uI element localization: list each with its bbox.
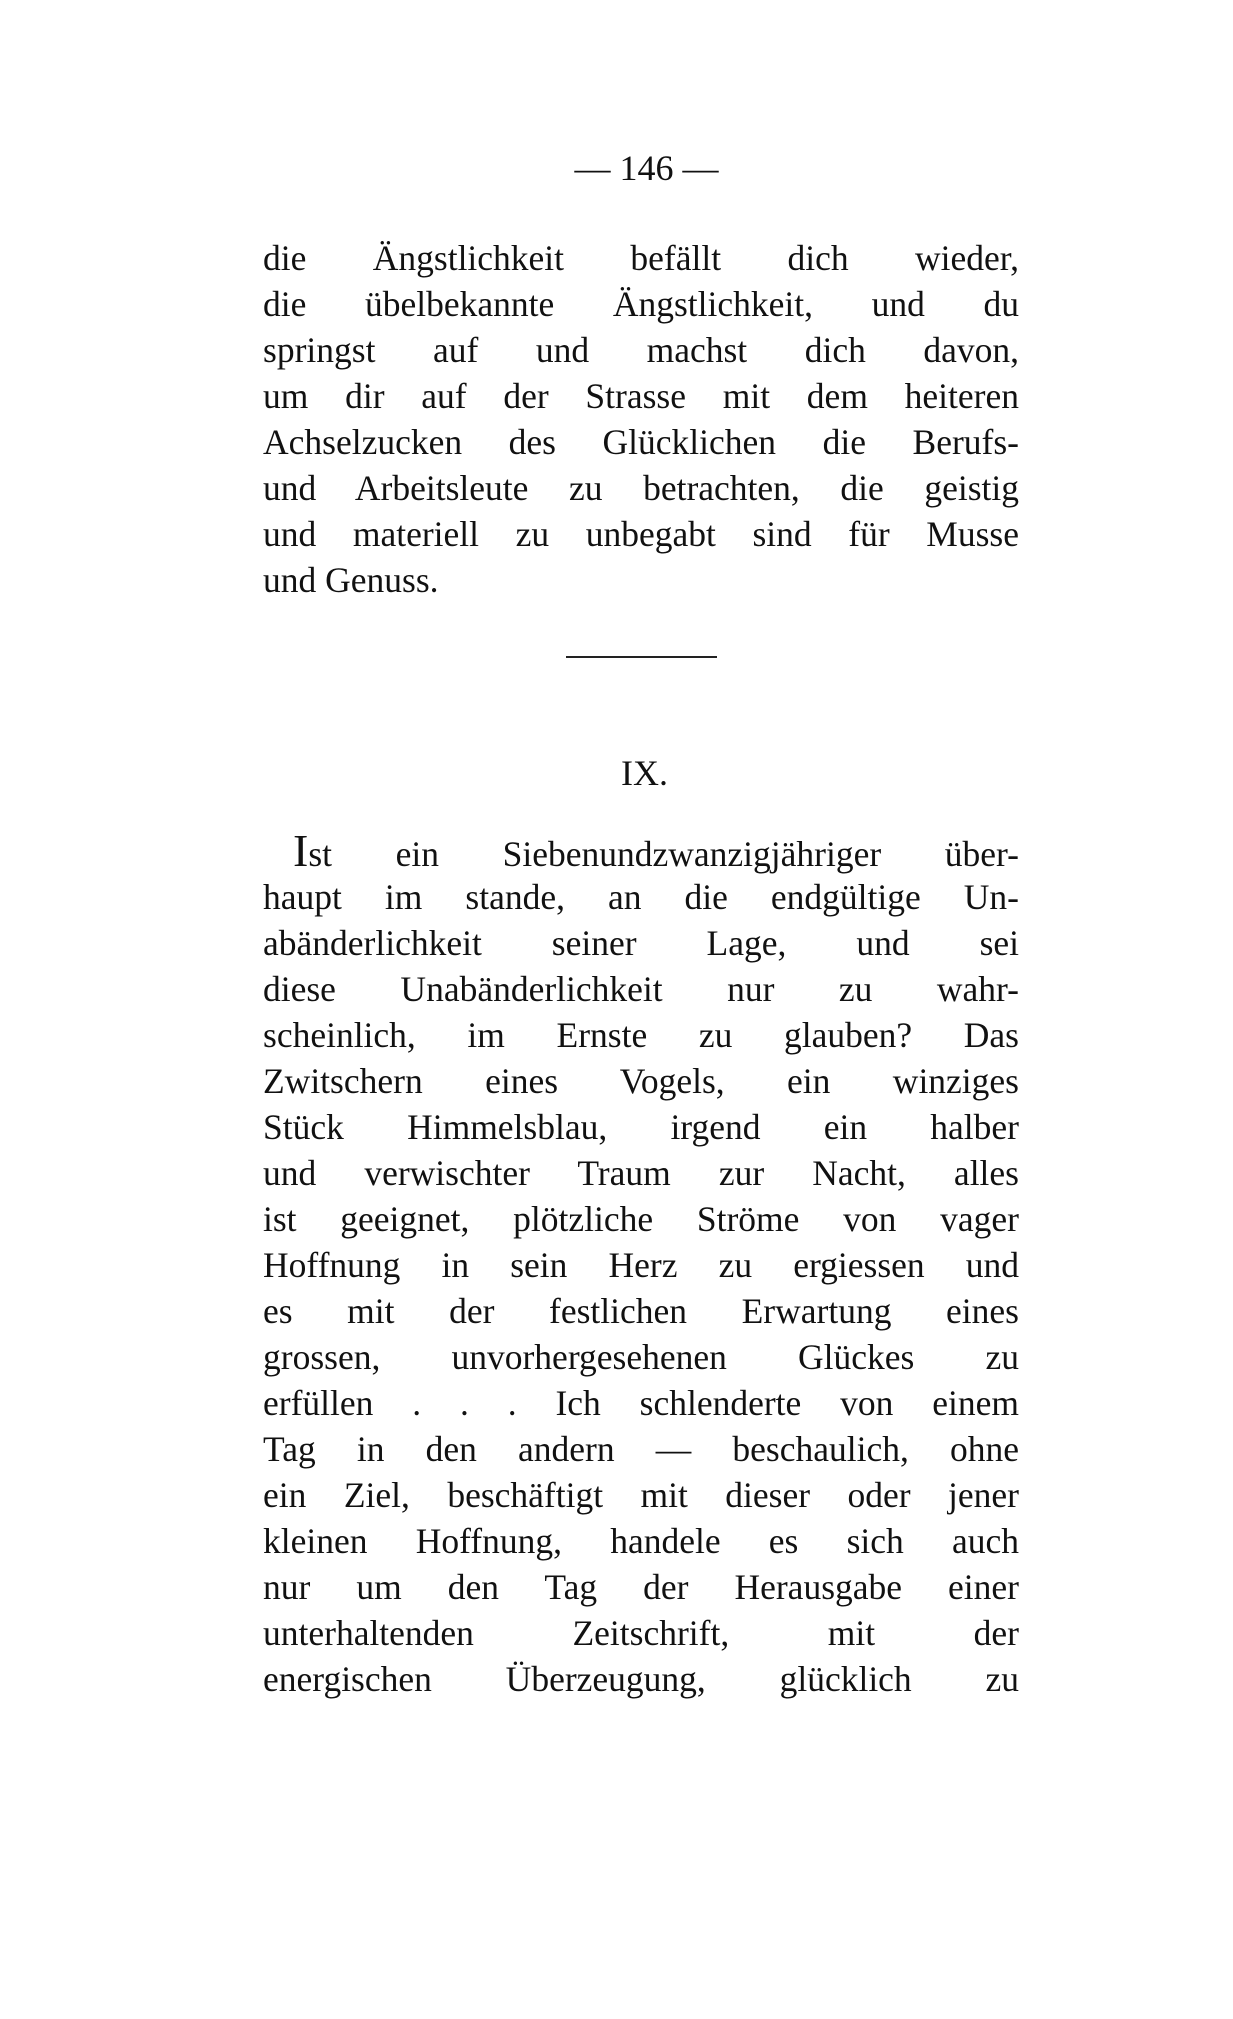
text-line-rest: st ein Siebenundzwanzigjähriger über- — [308, 834, 1019, 874]
text-line: es mit der festlichen Erwartung eines — [263, 1291, 1019, 1331]
text-line: Stück Himmelsblau, irgend ein halber — [263, 1107, 1019, 1147]
text-line: Zwitschern eines Vogels, ein winziges — [263, 1061, 1019, 1101]
section-divider — [566, 656, 717, 658]
text-line: unterhaltenden Zeitschrift, mit der — [263, 1613, 1019, 1653]
drop-cap: I — [293, 825, 309, 876]
page-number: — 146 — — [574, 148, 719, 188]
text-line: kleinen Hoffnung, handele es sich auch — [263, 1521, 1019, 1561]
text-line: nur um den Tag der Herausgabe einer — [263, 1567, 1019, 1607]
text-line: springst auf und machst dich davon, — [263, 330, 1019, 370]
paragraph-continued — [263, 235, 1019, 603]
text-line: und verwischter Traum zur Nacht, alles — [263, 1153, 1019, 1193]
text-line: und Arbeitsleute zu betrachten, die geistig — [263, 468, 1019, 508]
text-line: ein Ziel, beschäftigt mit dieser oder jener — [263, 1475, 1019, 1515]
text-line: Achselzucken des Glücklichen die Berufs- — [263, 422, 1019, 462]
text-line: ist geeignet, plötzliche Ströme von vager — [263, 1199, 1019, 1239]
text-line: und Genuss. — [263, 560, 439, 600]
text-line: erfüllen . . . Ich schlenderte von einem — [263, 1383, 1019, 1423]
text-line: um dir auf der Strasse mit dem heiteren — [263, 376, 1019, 416]
text-line: energischen Überzeugung, glücklich zu — [263, 1659, 1019, 1699]
chapter-heading: IX. — [621, 753, 668, 793]
text-line: grossen, unvorhergesehenen Glückes zu — [263, 1337, 1019, 1377]
text-line: haupt im stande, an die endgültige Un- — [263, 877, 1019, 917]
text-line: Hoffnung in sein Herz zu ergiessen und — [263, 1245, 1019, 1285]
text-line: diese Unabänderlichkeit nur zu wahr- — [263, 969, 1019, 1009]
text-line-first — [263, 825, 1019, 876]
chapter-paragraph — [263, 825, 1019, 1702]
text-line: und materiell zu unbegabt sind für Musse — [263, 514, 1019, 554]
text-line: abänderlichkeit seiner Lage, und sei — [263, 923, 1019, 963]
text-line: die übelbekannte Ängstlichkeit, und du — [263, 284, 1019, 324]
text-line: scheinlich, im Ernste zu glauben? Das — [263, 1015, 1019, 1055]
text-line: Tag in den andern — beschaulich, ohne — [263, 1429, 1019, 1469]
text-line: die Ängstlichkeit befällt dich wieder, — [263, 238, 1019, 278]
